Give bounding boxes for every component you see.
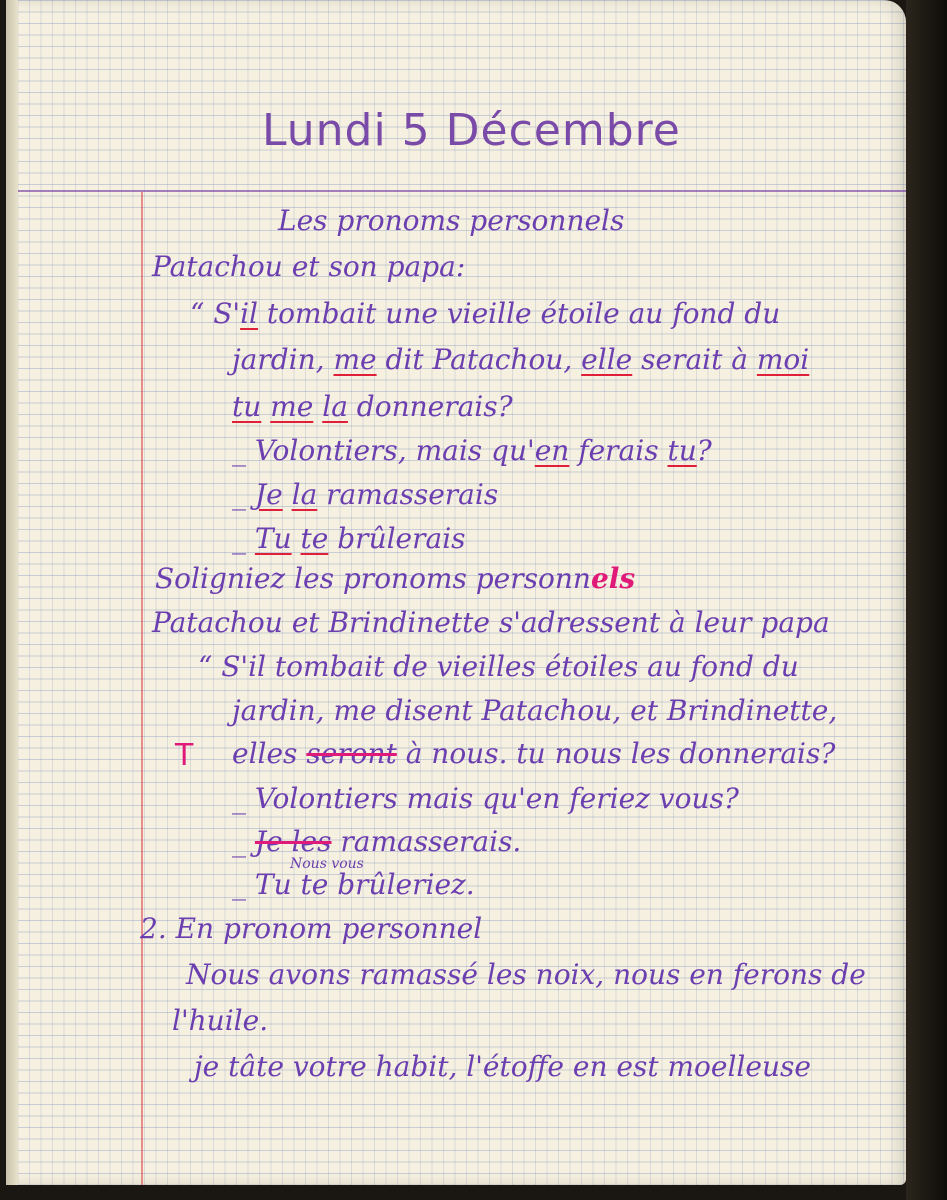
instruction-line — [155, 562, 635, 595]
p1-intro: Patachou et son papa: — [152, 250, 466, 283]
text-segment: _ — [232, 522, 255, 555]
lesson-heading: Les pronoms personnels — [278, 204, 625, 237]
text-segment — [283, 478, 292, 511]
text-segment: ? — [696, 434, 712, 467]
notebook-spine — [6, 0, 18, 1185]
instruction-text: Soligniez les pronoms personn — [155, 562, 591, 595]
p2-line-1: “ S'il tombait de vieilles étoiles au fond du — [198, 650, 799, 683]
pronoun-underlined: la — [322, 390, 348, 423]
teacher-correction: els — [590, 562, 636, 595]
margin-line — [141, 192, 143, 1185]
pronoun-underlined: me — [333, 343, 377, 376]
text-segment: brûlerais — [328, 522, 466, 555]
text-segment — [261, 390, 270, 423]
section2-heading: 2. En pronom personnel — [140, 912, 483, 945]
header-rule — [18, 190, 906, 192]
page-edge — [906, 0, 947, 1200]
section2-line-2: l'huile. — [172, 1004, 269, 1037]
p2-line-5 — [232, 825, 521, 858]
pronoun-underlined: Je — [254, 478, 283, 511]
p2-line-2: jardin, me disent Patachou, et Brindinette, — [232, 694, 838, 727]
section2-line-1: Nous avons ramassé les noix, nous en ferons de — [186, 958, 866, 991]
p2-intro: Patachou et Brindinette s'adressent à leur papa — [152, 606, 830, 639]
p1-line-4 — [232, 434, 712, 467]
text-segment — [313, 390, 322, 423]
p2-line-4: _ Volontiers mais qu'en feriez vous? — [232, 782, 739, 815]
p1-line-1 — [190, 297, 780, 330]
pronoun-underlined: la — [291, 478, 318, 511]
pronoun-underlined: en — [534, 434, 570, 467]
text-segment: à nous. tu nous les donnerais? — [396, 737, 836, 770]
pronoun-underlined: elle — [581, 343, 633, 376]
p1-line-3 — [232, 390, 513, 423]
p1-line-6 — [232, 522, 466, 555]
text-segment: _ — [232, 478, 255, 511]
teacher-margin-mark: T — [175, 738, 194, 773]
text-segment: ferais — [569, 434, 668, 467]
text-segment — [292, 522, 301, 555]
text-segment: dit Patachou, — [376, 343, 582, 376]
pronoun-underlined: tu — [667, 434, 697, 467]
struck-word: seront — [306, 737, 397, 770]
pronoun-underlined: moi — [756, 343, 810, 376]
page-title: Lundi 5 Décembre — [262, 105, 681, 156]
text-segment: “ S' — [190, 297, 241, 330]
text-segment: _ — [232, 825, 255, 858]
text-segment: serait à — [632, 343, 757, 376]
text-segment: donnerais? — [347, 390, 513, 423]
text-segment: tombait une vieille étoile au fond du — [258, 297, 781, 330]
p2-line-3 — [232, 737, 835, 770]
text-segment: elles — [232, 737, 307, 770]
text-segment: _ Volontiers, mais qu' — [232, 434, 535, 467]
pronoun-underlined: te — [300, 522, 329, 555]
pronoun-underlined: Tu — [254, 522, 292, 555]
struck-word: Je les — [254, 825, 332, 858]
p2-line-6: _ Tu te brûleriez. — [232, 868, 475, 901]
pronoun-underlined: tu — [232, 390, 262, 423]
section2-line-3: je tâte votre habit, l'étoffe en est moelleuse — [194, 1050, 811, 1083]
p1-line-2 — [232, 343, 809, 376]
pronoun-underlined: il — [240, 297, 259, 330]
text-segment: jardin, — [232, 343, 334, 376]
text-segment: ramasserais. — [331, 825, 522, 858]
pronoun-underlined: me — [270, 390, 314, 423]
p1-line-5 — [232, 478, 498, 511]
correction-above: Nous vous — [290, 856, 364, 872]
text-segment: ramasserais — [317, 478, 499, 511]
